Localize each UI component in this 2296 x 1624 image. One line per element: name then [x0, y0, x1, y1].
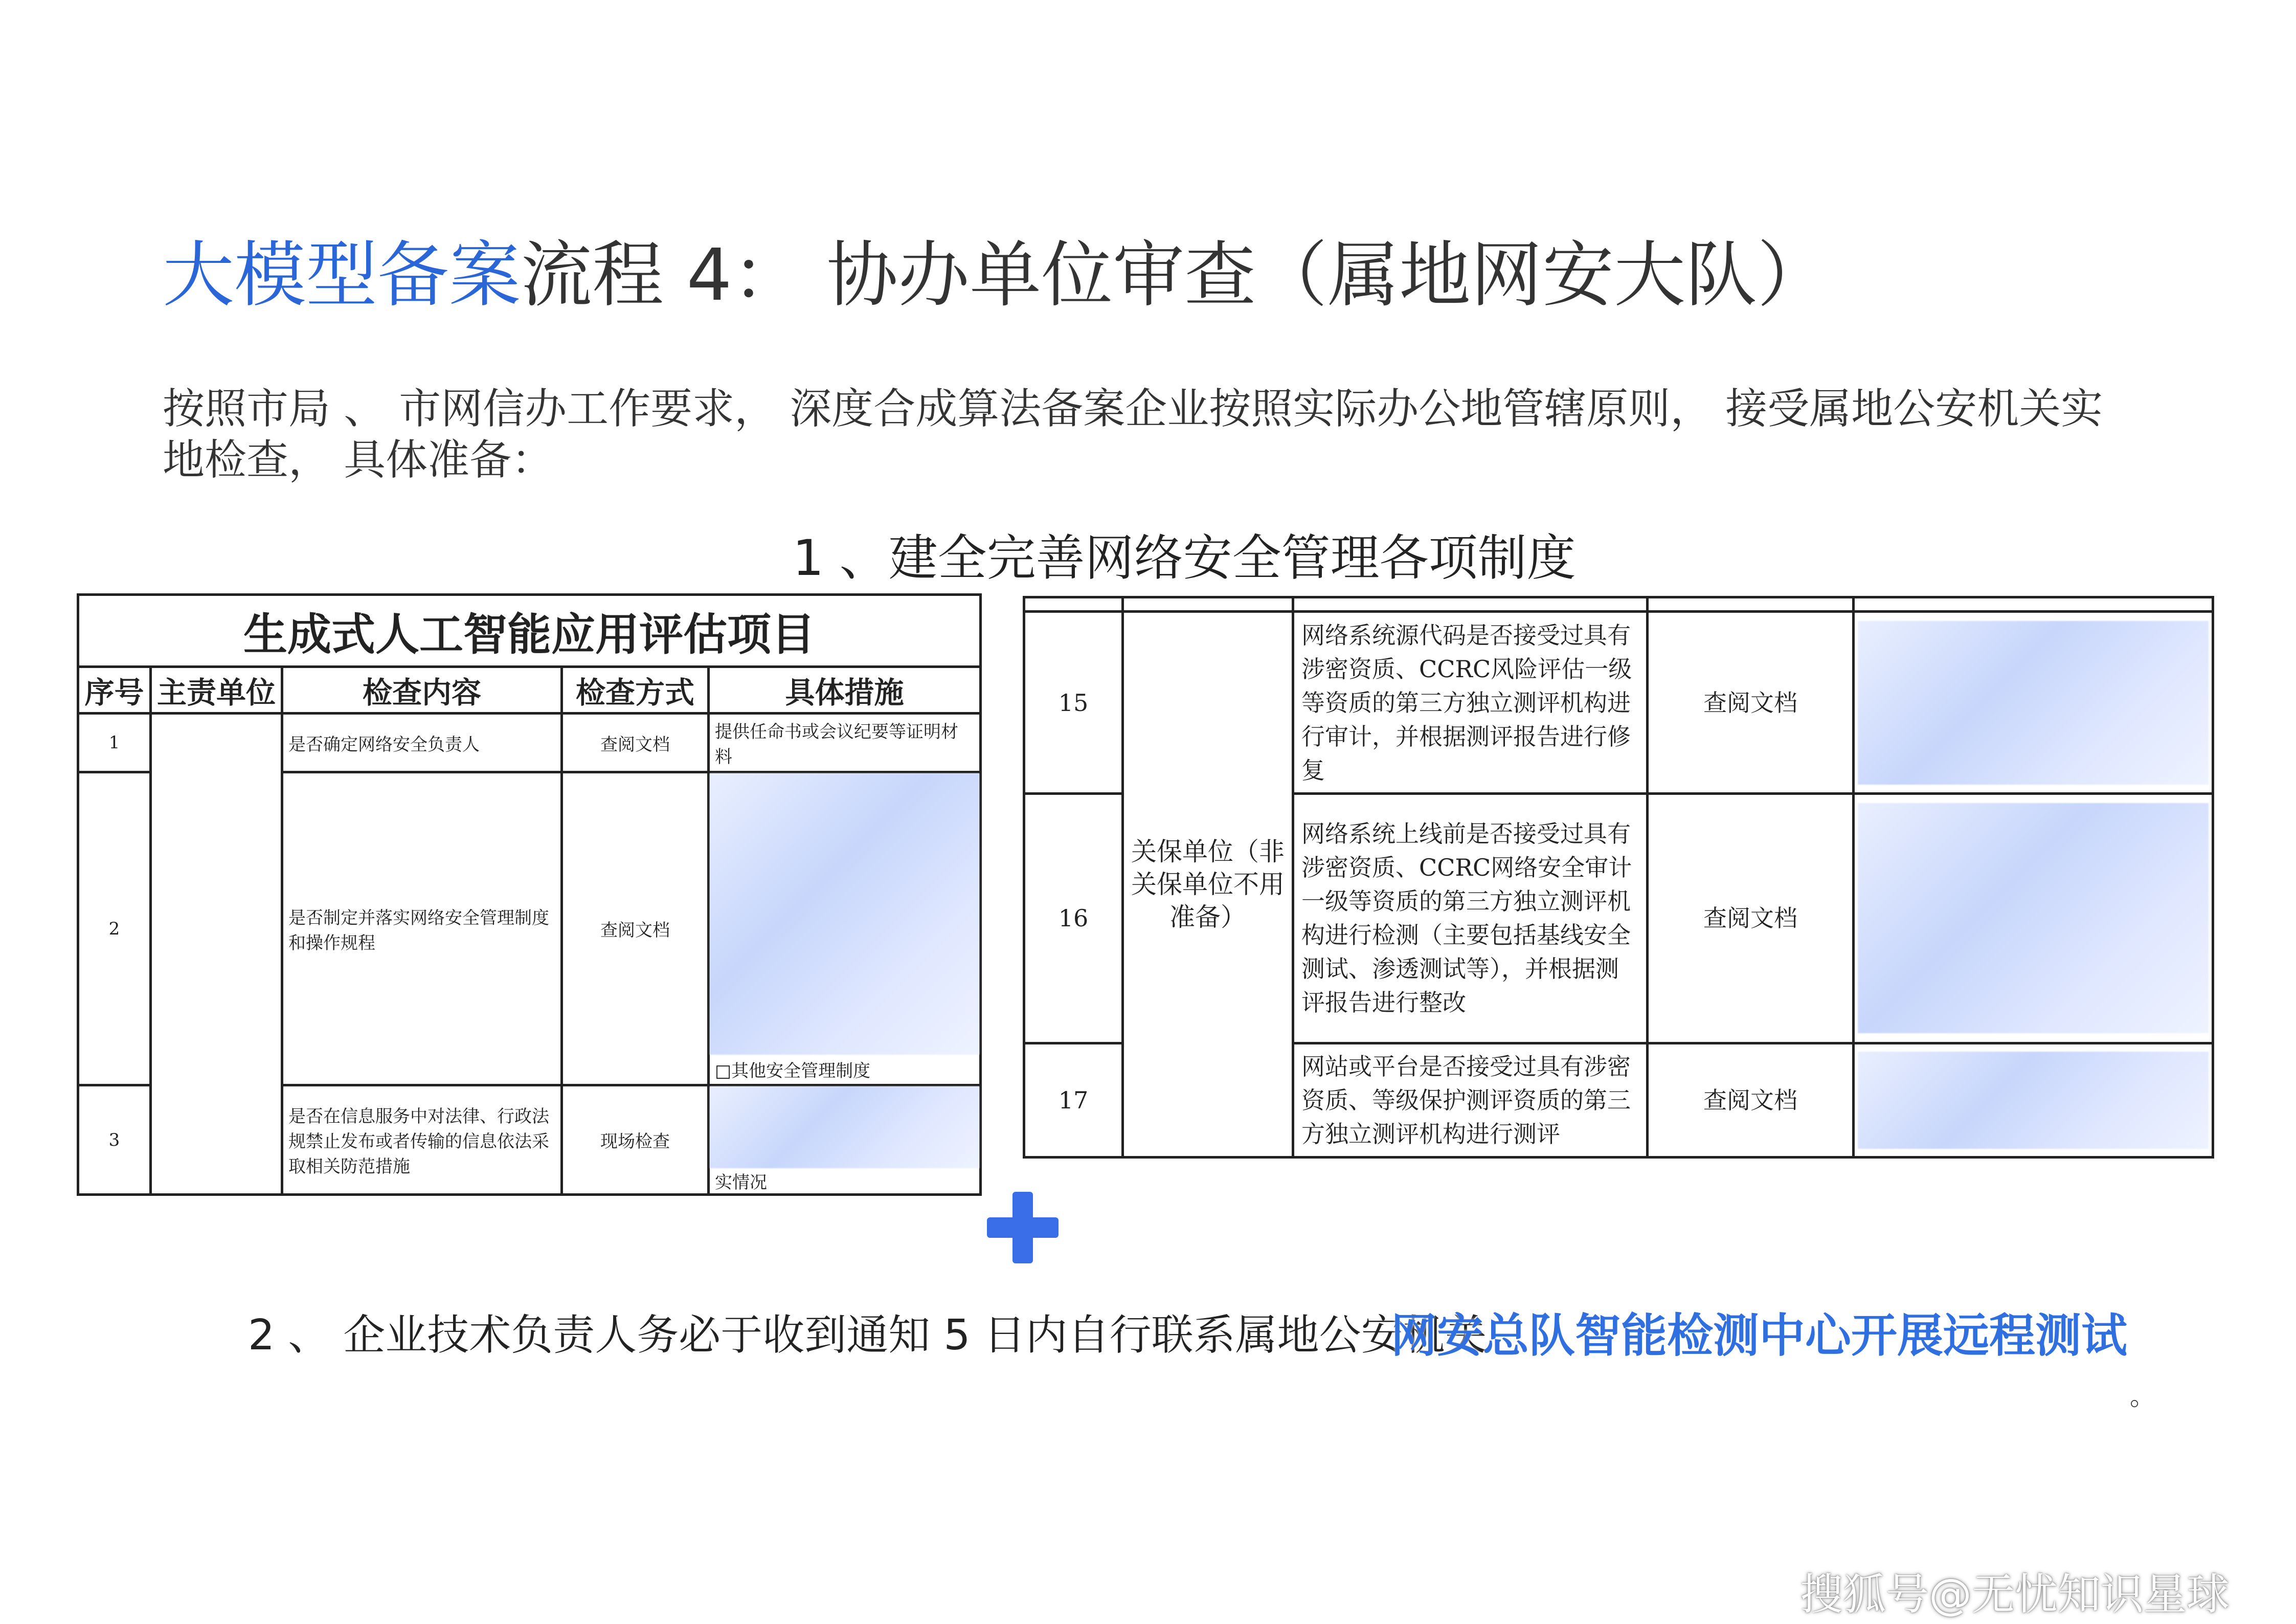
- row-method: 查阅文档: [562, 714, 709, 772]
- plus-icon: [987, 1192, 1059, 1263]
- row-measure-cell: [709, 772, 981, 1085]
- row-content: 网络系统源代码是否接受过具有涉密资质、CCRC风险评估一级等资质的第三方独立测评机构进行审计，并根据测评报告进行修复: [1293, 612, 1648, 794]
- page-title: [163, 233, 1829, 319]
- row-method: 查阅文档: [1648, 1043, 1854, 1157]
- row-method: 查阅文档: [562, 772, 709, 1085]
- title-highlight: 大模型备案: [163, 234, 521, 317]
- row-measure: □其他安全管理制度: [715, 1061, 871, 1081]
- row-method: 现场检查: [562, 1085, 709, 1195]
- col-header-method: 检查方式: [562, 667, 709, 714]
- col-header-no: 序号: [78, 667, 151, 714]
- trailing-mark: 。: [2130, 1382, 2155, 1411]
- row-no: 16: [1024, 793, 1123, 1043]
- row-method: 查阅文档: [1648, 793, 1854, 1043]
- row-no: 3: [78, 1085, 151, 1195]
- row-measure-cell: [709, 1085, 981, 1195]
- row-measure: 提供任命书或会议纪要等证明材料: [709, 714, 981, 772]
- blurred-region: [1858, 1052, 2209, 1149]
- row-content: 是否制定并落实网络安全管理制度和操作规程: [282, 772, 562, 1085]
- row-no: 15: [1024, 612, 1123, 794]
- row-method: 查阅文档: [1648, 612, 1854, 794]
- row-no: 1: [78, 714, 151, 772]
- col-header-measure: 具体措施: [709, 667, 981, 714]
- row-content: 是否在信息服务中对法律、行政法规禁止发布或者传输的信息依法采取相关防范措施: [282, 1085, 562, 1195]
- table-row-partial: [1024, 597, 2213, 612]
- title-rest: 流程 4： 协办单位审查（属地网安大队）: [521, 234, 1829, 317]
- row-measure: [1854, 1043, 2213, 1157]
- table-title: 生成式人工智能应用评估项目: [78, 595, 981, 667]
- blurred-region: [1858, 621, 2209, 785]
- blurred-region: [710, 1086, 979, 1168]
- table-row: [1024, 612, 2213, 794]
- table-row: [78, 714, 981, 772]
- row-unit: 关保单位（非关保单位不用准备）: [1123, 612, 1293, 1158]
- assessment-table-left: [77, 593, 982, 1193]
- col-header-unit: 主责单位: [151, 667, 282, 714]
- section-2-text: 2 、 企业技术负责人务必于收到通知 5 日内自行联系属地公安机关: [248, 1311, 1487, 1360]
- blurred-region: [1858, 803, 2209, 1033]
- section-1-heading: 1 、建全完善网络安全管理各项制度: [793, 529, 1576, 587]
- watermark: 搜狐号@无忧知识星球: [1800, 1569, 2230, 1619]
- row-no: 17: [1024, 1043, 1123, 1157]
- row-unit: [151, 714, 282, 1195]
- row-measure: [1854, 793, 2213, 1043]
- row-measure: [1854, 612, 2213, 794]
- intro-paragraph: 按照市局 、 市网信办工作要求， 深度合成算法备案企业按照实际办公地管辖原则， 接受属地公安机关实 地检查， 具体准备：: [163, 385, 2103, 484]
- blurred-region: [710, 773, 979, 1055]
- col-header-content: 检查内容: [282, 667, 562, 714]
- row-content: 是否确定网络安全负责人: [282, 714, 562, 772]
- overlay-highlight-text: 网安总队智能检测中心开展远程测试: [1391, 1309, 2127, 1363]
- assessment-table-right: [1023, 596, 2214, 1159]
- row-measure: 实情况: [715, 1172, 767, 1193]
- row-no: 2: [78, 772, 151, 1085]
- row-content: 网络系统上线前是否接受过具有涉密资质、CCRC网络安全审计一级等资质的第三方独立测评机构进行检测（主要包括基线安全测试、渗透测试等），并根据测评报告进行整改: [1293, 793, 1648, 1043]
- row-content: 网站或平台是否接受过具有涉密资质、等级保护测评资质的第三方独立测评机构进行测评: [1293, 1043, 1648, 1157]
